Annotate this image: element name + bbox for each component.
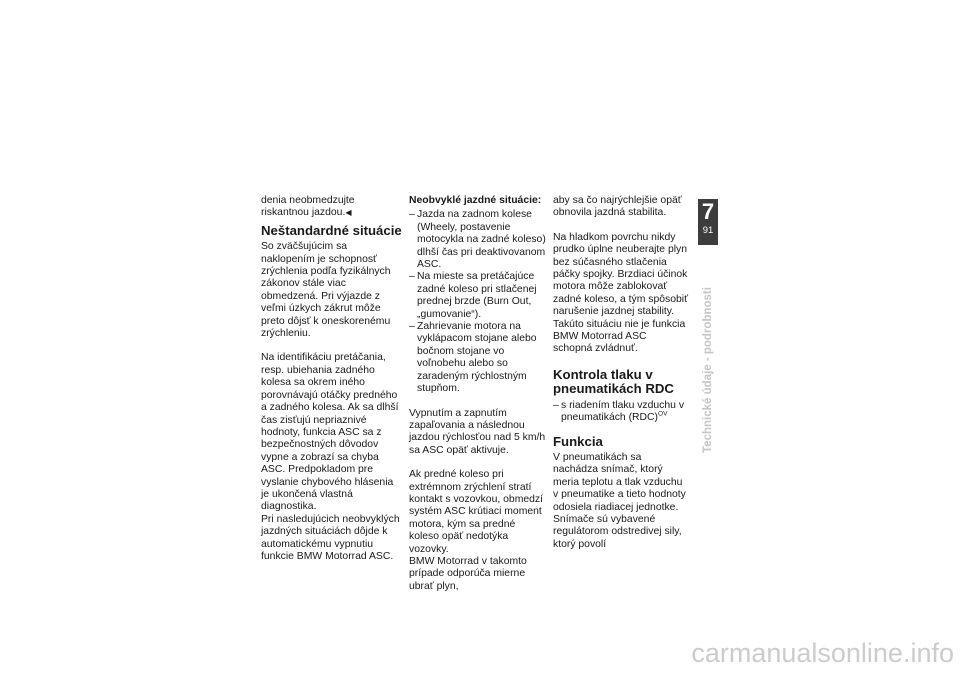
heading-neobvykle-situacie: Neobvyklé jazdné situácie:	[409, 195, 542, 206]
paragraph: aby sa čo najrýchlejšie opäť obnovila jazdná stabilita.	[553, 195, 682, 219]
list-item: – Na mieste sa pretáčajúce zadné koleso pri stlačenej prednej brzde (Burn Out, „gumovanie“).	[409, 271, 548, 321]
text-column-1	[261, 195, 403, 563]
paragraph: BMW Motorrad v takomto prípade odporúča mierne ubrať plyn,	[409, 555, 527, 592]
paragraph: Vypnutím a zapnutím zapaľovania a následnou jazdou rýchlosťou nad 5 km/h sa ASC opäť aktivuje.	[409, 407, 546, 456]
list-item: – Jazda na zadnom kolese (Wheely, postavenie motocykla na zadné koleso) dlhší čas pri deaktivovanom ASC.	[409, 209, 548, 271]
paragraph: V pneumatikách sa nachádza snímač, ktorý meria teplotu a tlak vzduchu v pneumatike a tieto hodnoty odosiela riadiacej jednotke.	[553, 451, 686, 513]
end-mark-icon: ◀	[345, 208, 352, 218]
page-number: 91	[702, 225, 714, 236]
list-item	[553, 400, 688, 425]
chapter-number: 7	[701, 199, 715, 224]
watermark: carmanualsonline.info	[691, 638, 954, 668]
paragraph: Na hladkom povrchu nikdy prudko úplne neuberajte plyn bez súčasného stlačenia páčky spojky. Brzdiaci účinok motora môže zablokovať zadné koleso, a tým spôsobiť narušenie jazdnej stability. Takúto situáciu nie je funkcia BMW Motorrad ASC schopná zvládnuť.	[553, 231, 689, 355]
paragraph: Snímače sú vybavené regulátorom odstredivej sily, ktorý povolí	[553, 513, 682, 550]
chapter-tab	[698, 199, 718, 245]
text-column-3	[553, 195, 688, 551]
heading-funkcia: Funkcia	[553, 433, 603, 449]
list-item-text: s riadením tlaku vzduchu v pneumatikách (RDC)	[561, 399, 685, 424]
chapter-title-vertical: Technické údaje - podrobnosti	[702, 287, 714, 453]
text-column-2	[409, 195, 548, 593]
list-item: – Zahrievanie motora na vyklápacom stojane alebo bočnom stojane vo voľnobehu alebo so zaradeným rýchlostným stupňom.	[409, 321, 548, 395]
paragraph: Na identifikáciu pretáčania, resp. ubiehania zadného kolesa sa okrem iného porovnávajú otáčky predného a zadného kolesa. Ak sa dlhší čas zisťujú nepriaznivé hodnoty, funkcia ASC sa z bezpečnostných dôvodov vypne a zobrazí sa chyba ASC. Predpokladom pre vyslanie chybového hlásenia je ukončená vlastná diagnostika.	[261, 352, 399, 513]
paragraph: So zväčšujúcim sa naklopením je schopnosť zrýchlenia podľa fyzikálnych zákonov stále viac obmedzená. Pri výjazde z veľmi úzkych zákrut môže preto dôjsť k oneskorenému zrýchleniu.	[261, 241, 391, 340]
paragraph: Ak predné koleso pri extrémnom zrýchlení stratí kontakt s vozovkou, obmedzí systém ASC krútiaci moment motora, kým sa predné koleso opäť nedotýka vozovky.	[409, 469, 543, 555]
heading-nestandardne-situacie: Neštandardné situácie	[261, 222, 402, 238]
paragraph-intro	[261, 195, 403, 220]
intro-text: denia neobmedzujte riskantnou jazdou.	[261, 195, 355, 219]
heading-kontrola-tlaku: Kontrola tlaku v pneumatikách RDC	[553, 366, 674, 397]
paragraph: Pri nasledujúcich neobvyklých jazdných situáciách dôjde k automatickému vypnutiu funkcie BMW Motorrad ASC.	[261, 513, 400, 562]
option-superscript: OV	[658, 410, 668, 418]
